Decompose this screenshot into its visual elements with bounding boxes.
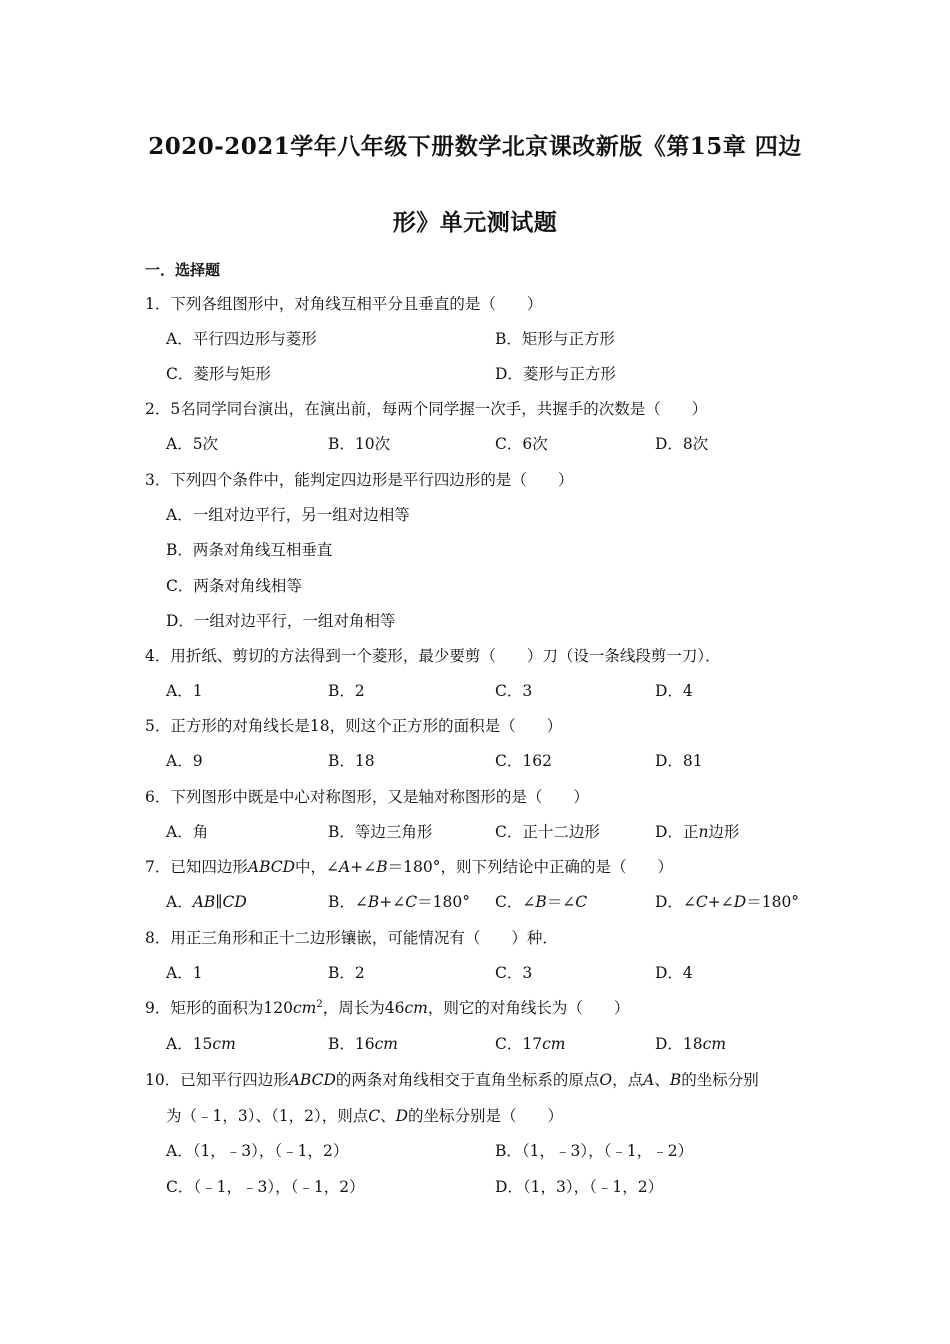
question-1-option-b: B．矩形与正方形 — [495, 330, 615, 348]
question-6-option-d: D．正n边形 — [655, 823, 740, 841]
question-10-stem-line-2: 为（﹣1，3）、（1，2），则点C、D的坐标分别是（ ） — [166, 1107, 564, 1125]
question-1-option-d: D．菱形与正方形 — [495, 365, 616, 383]
question-1-stem: 1．下列各组图形中，对角线互相平分且垂直的是（ ） — [145, 295, 543, 313]
question-8-option-d: D．4 — [655, 964, 693, 982]
question-9-option-c: C．17cm — [495, 1035, 566, 1053]
question-5-option-d: D．81 — [655, 752, 703, 770]
question-2-option-b: B．10次 — [328, 435, 391, 453]
section-heading: 一．选择题 — [145, 261, 221, 279]
question-5-option-b: B．18 — [328, 752, 375, 770]
question-5-option-a: A．9 — [166, 752, 203, 770]
page-title-line-2: 形》单元测试题 — [392, 209, 558, 236]
question-9-option-a: A．15cm — [166, 1035, 236, 1053]
question-7-option-c: C．∠B＝∠C — [495, 893, 588, 911]
question-4-option-b: B．2 — [328, 682, 365, 700]
question-2-option-d: D．8次 — [655, 435, 709, 453]
question-1-option-a: A．平行四边形与菱形 — [166, 330, 317, 348]
question-5-option-c: C．162 — [495, 752, 552, 770]
question-4-option-c: C．3 — [495, 682, 533, 700]
question-7-option-b: B．∠B+∠C＝180° — [328, 893, 470, 911]
question-10-stem-line-1: 10．已知平行四边形ABCD的两条对角线相交于直角坐标系的原点O，点A、B的坐标分别 — [145, 1071, 759, 1089]
question-6-option-c: C．正十二边形 — [495, 823, 600, 841]
question-8-option-c: C．3 — [495, 964, 533, 982]
question-8-option-a: A．1 — [166, 964, 203, 982]
question-3-option-a: A．一组对边平行，另一组对边相等 — [166, 506, 410, 524]
page-title-line-1: 2020-2021学年八年级下册数学北京课改新版《第15章 四边 — [148, 133, 802, 160]
question-5-stem: 5．正方形的对角线长是18，则这个正方形的面积是（ ） — [145, 717, 563, 735]
question-9-stem: 9．矩形的面积为$120cm^2$，周长为46cm，则它的对角线长为（ ） — [145, 998, 630, 1017]
question-7-option-a: A．AB∥CD — [166, 893, 247, 911]
question-3-stem: 3．下列四个条件中，能判定四边形是平行四边形的是（ ） — [145, 471, 574, 489]
question-7-stem: 7．已知四边形ABCD中，∠A+∠B＝180°，则下列结论中正确的是（ ） — [145, 858, 673, 876]
question-4-option-a: A．1 — [166, 682, 203, 700]
question-6-option-a: A．角 — [166, 823, 209, 841]
question-3-option-c: C．两条对角线相等 — [166, 577, 302, 595]
question-10-option-d: D．（1，3），（﹣1，2） — [495, 1178, 664, 1196]
question-4-stem: 4．用折纸、剪切的方法得到一个菱形，最少要剪（ ）刀（设一条线段剪一刀）． — [145, 647, 721, 665]
question-9-option-b: B．16cm — [328, 1035, 399, 1053]
question-4-option-d: D．4 — [655, 682, 693, 700]
question-10-option-a: A．（1，﹣3），（﹣1，2） — [166, 1142, 349, 1160]
question-7-option-d: D．∠C+∠D＝180° — [655, 893, 800, 911]
question-10-option-b: B．（1，﹣3），（﹣1，﹣2） — [495, 1142, 694, 1160]
question-3-option-d: D．一组对边平行，一组对角相等 — [166, 612, 396, 630]
question-2-option-a: A．5次 — [166, 435, 219, 453]
question-10-option-c: C．（﹣1，﹣3），（﹣1，2） — [166, 1178, 365, 1196]
question-1-option-c: C．菱形与矩形 — [166, 365, 271, 383]
question-3-option-b: B．两条对角线互相垂直 — [166, 541, 333, 559]
question-6-option-b: B．等边三角形 — [328, 823, 433, 841]
question-2-stem: 2．5名同学同台演出，在演出前，每两个同学握一次手，共握手的次数是（ ） — [145, 400, 708, 418]
question-8-stem: 8．用正三角形和正十二边形镶嵌，可能情况有（ ）种． — [145, 929, 558, 947]
question-2-option-c: C．6次 — [495, 435, 548, 453]
question-9-option-d: D．18cm — [655, 1035, 727, 1053]
question-6-stem: 6．下列图形中既是中心对称图形，又是轴对称图形的是（ ） — [145, 788, 589, 806]
question-8-option-b: B．2 — [328, 964, 365, 982]
